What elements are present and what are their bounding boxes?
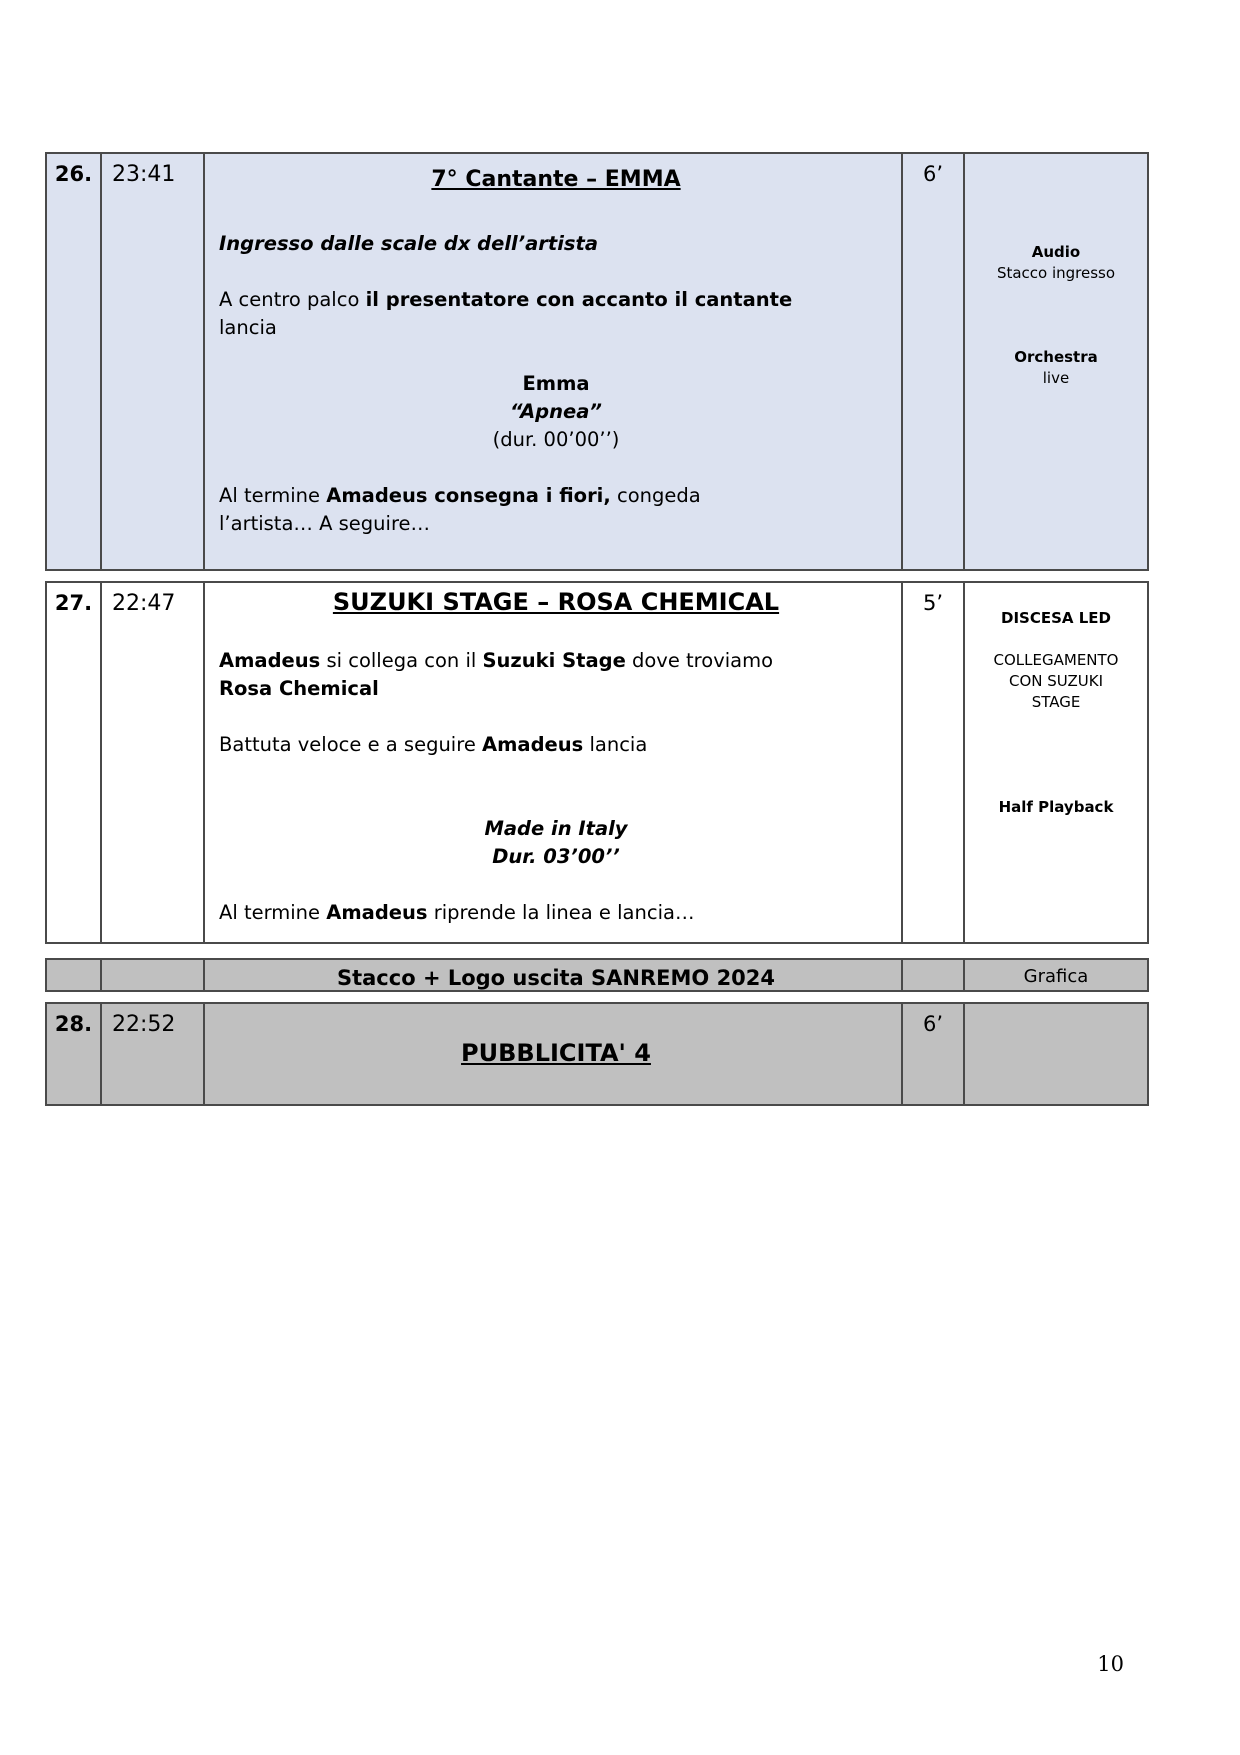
text-segment: Audio [1031,243,1081,261]
paragraph [971,347,1141,368]
paragraph [219,1036,893,1072]
paragraph [219,230,893,258]
time-cell: 22:52 [102,1004,205,1104]
paragraph [971,692,1141,713]
paragraph [219,370,893,398]
description-cell [205,583,903,942]
item-number-cell [47,960,102,990]
paragraph [219,398,893,426]
notes-cell [965,154,1147,569]
paragraph [971,776,1141,797]
paragraph [971,200,1141,221]
text-segment: CON SUZUKI [1008,672,1104,690]
text-segment: lancia [583,733,648,756]
paragraph [971,368,1141,389]
text-segment: 7° Cantante – EMMA [431,167,681,192]
text-segment: live [1042,369,1070,387]
paragraph [219,258,893,286]
paragraph [219,703,893,731]
text-segment: Amadeus consegna i fiori, [326,484,611,507]
text-segment: PUBBLICITA' 4 [461,1039,651,1067]
paragraph [971,263,1141,284]
text-segment: COLLEGAMENTO [993,651,1119,669]
text-segment: riprende la linea e lancia… [427,901,695,924]
text-segment: (dur. 00’00’’) [492,428,620,451]
item-number-cell: 27. [47,583,102,942]
notes-cell [965,583,1147,942]
duration-cell [903,960,965,990]
paragraph [971,608,1141,629]
paragraph [219,675,893,703]
paragraph [219,759,893,787]
paragraph [219,787,893,815]
text-segment: Battuta veloce e a seguire [219,733,483,756]
paragraph [971,734,1141,755]
text-segment: il presentatore con accanto il cantante [365,288,793,311]
notes-cell [965,1004,1147,1104]
paragraph [971,629,1141,650]
paragraph [219,647,893,675]
time-cell: 23:41 [102,154,205,569]
text-segment: STAGE [1031,693,1081,711]
text-segment: A centro palco [219,288,366,311]
description-cell [205,1004,903,1104]
paragraph [971,587,1141,608]
description-cell [205,960,903,990]
paragraph [219,843,893,871]
paragraph [971,713,1141,734]
text-segment: Amadeus [219,649,321,672]
paragraph [219,510,893,538]
paragraph [219,871,893,899]
text-segment: Amadeus [482,733,584,756]
paragraph [219,731,893,759]
text-segment: Made in Italy [484,817,628,840]
text-segment: Rosa Chemical [219,677,379,700]
item-number-cell: 28. [47,1004,102,1104]
rundown-row-28 [45,1002,1149,1106]
paragraph [971,305,1141,326]
rundown-table [45,152,1149,1106]
text-segment: Ingresso dalle scale dx dell’artista [219,232,599,255]
rundown-row-27 [45,581,1149,944]
paragraph [219,426,893,454]
time-cell [102,960,205,990]
rundown-row-stacco [45,958,1149,992]
text-segment: SUZUKI STAGE – ROSA CHEMICAL [332,588,780,616]
stacco-label: Stacco + Logo uscita SANREMO 2024 [336,966,776,990]
paragraph [971,797,1141,818]
paragraph [971,179,1141,200]
grafica-label: Grafica [1023,966,1089,987]
text-segment: si collega con il [320,649,483,672]
text-segment: Al termine [219,484,327,507]
text-segment: Suzuki Stage [482,649,626,672]
text-segment: Dur. 03’00’’ [492,845,620,868]
paragraph [971,326,1141,347]
duration-cell: 6’ [903,1004,965,1104]
text-segment: “Apnea” [510,400,602,423]
paragraph [219,202,893,230]
text-segment: lancia [219,316,277,339]
paragraph [219,815,893,843]
duration-cell: 6’ [903,154,965,569]
paragraph [219,314,893,342]
text-segment: DISCESA LED [1001,609,1111,627]
rundown-row-26 [45,152,1149,571]
paragraph [971,158,1141,179]
duration-cell: 5’ [903,583,965,942]
time-cell: 22:47 [102,583,205,942]
text-segment: dove troviamo [625,649,774,672]
notes-cell [965,960,1147,990]
paragraph [219,286,893,314]
text-segment: Al termine [219,901,327,924]
text-segment: l’artista… A seguire… [219,512,431,535]
paragraph [971,242,1141,263]
paragraph [219,1008,893,1036]
page-number: 10 [1097,1652,1124,1676]
text-segment: Emma [522,372,590,395]
text-segment: Orchestra [1014,348,1098,366]
paragraph [971,671,1141,692]
paragraph [219,454,893,482]
item-number-cell: 26. [47,154,102,569]
paragraph [971,221,1141,242]
paragraph [219,899,893,927]
paragraph [971,650,1141,671]
paragraph [219,342,893,370]
paragraph [219,619,893,647]
text-segment: congeda [610,484,701,507]
text-segment: Stacco ingresso [996,264,1116,282]
paragraph [971,755,1141,776]
paragraph [219,158,893,202]
paragraph [219,587,893,619]
text-segment: Half Playback [998,798,1114,816]
text-segment: Amadeus [326,901,428,924]
paragraph [219,482,893,510]
paragraph [971,284,1141,305]
description-cell [205,154,903,569]
